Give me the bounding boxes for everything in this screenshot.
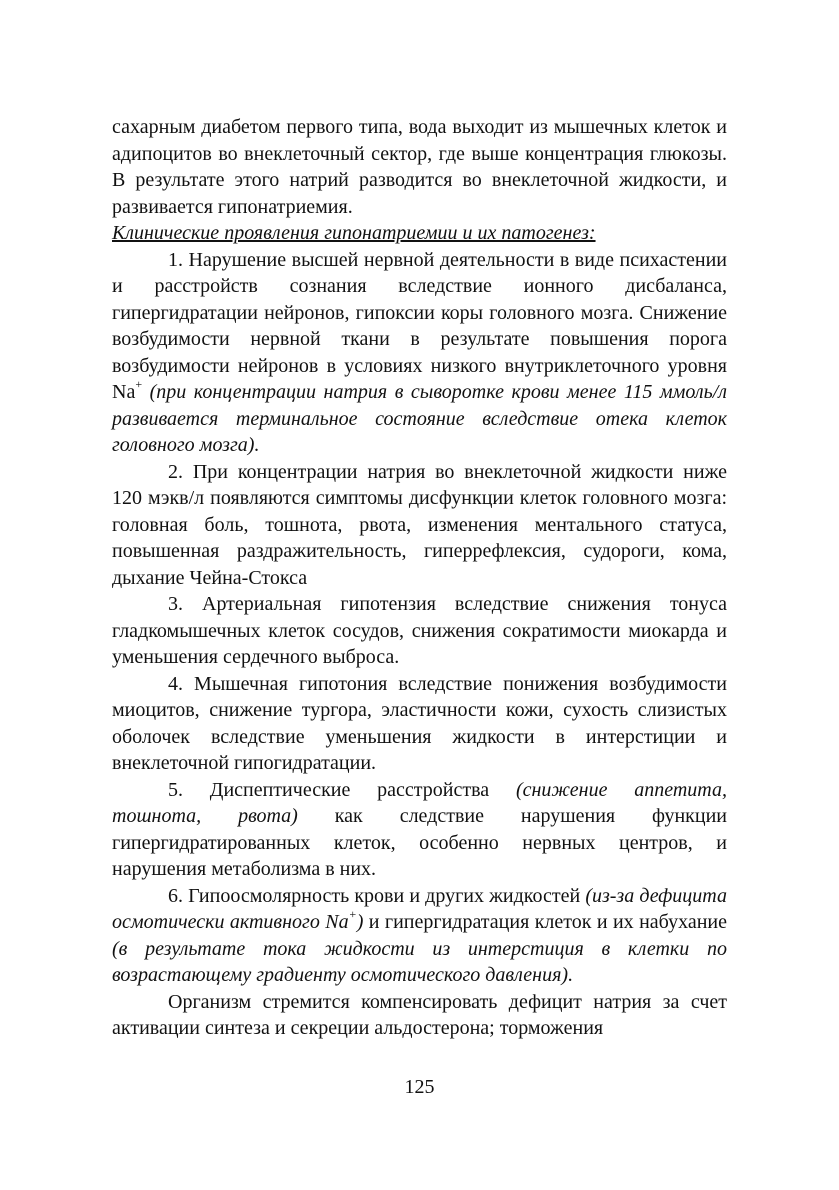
page-number: 125 <box>404 1076 435 1098</box>
list-item-1 <box>112 247 727 459</box>
list-item-6-italic-1: (из-за дефицита осмотически активного Na <box>112 884 727 933</box>
list-item-6-italic-1b: ) <box>356 911 364 933</box>
superscript-plus: + <box>348 907 357 922</box>
list-item-4: 4. Мышечная гипотония вследствие понижения возбудимости миоцитов, снижение тургора, эластичности кожи, сухость слизистых оболочек вследствие уменьшения жидкости в интерстиции и внеклеточной гипогидратации. <box>112 672 727 774</box>
list-item-6 <box>112 883 727 989</box>
list-item-6-text: 6. Гипоосмолярность крови и других жидкостей <box>168 884 586 907</box>
section-heading: Клинические проявления гипонатриемии и их патогенез: <box>112 222 596 244</box>
list-item-3: 3. Артериальная гипотензия вследствие снижения тонуса гладкомышечных клеток сосудов, снижения сократимости миокарда и уменьшения сердечного выброса. <box>112 593 727 668</box>
page-body <box>112 114 727 1042</box>
superscript-plus: + <box>135 377 143 392</box>
list-item-5-italic: (снижение аппетита, тошнота, рвота) <box>112 778 727 827</box>
list-item-6-text-b: и гипергидратация клеток и их набухание <box>363 911 727 933</box>
closing-paragraph: Организм стремится компенсировать дефицит натрия за счет активации синтеза и секреции альдостерона; торможения <box>112 990 727 1039</box>
list-item-1-italic: (при концентрации натрия в сыворотке крови менее 115 ммоль/л развивается терминальное состояние вследствие отека клеток головного мозга). <box>112 381 727 456</box>
list-item-1-text: 1. Нарушение высшей нервной деятельности в виде психастении и расстройств сознания вследствие ионного дисбаланса, гипергидратации нейронов, гипоксии коры головного мозга. Снижение возбудимости нервной ткани в результате повышения порога возбудимости нейронов в условиях низкого внутриклеточного уровня Na <box>112 248 727 403</box>
list-item-5 <box>112 777 727 883</box>
list-item-5-text-b: как следствие нарушения функции гипергидратированных клеток, особенно нервных центров, и нарушения метаболизма в них. <box>112 805 728 880</box>
list-item-5-text: 5. Диспептические расстройства <box>168 778 516 801</box>
list-item-6-italic-2: (в результате тока жидкости из интерстиция в клетки по возрастающему градиенту осмотического давления). <box>112 937 727 986</box>
paragraph-continuation: сахарным диабетом первого типа, вода выходит из мышечных клеток и адипоцитов во внеклеточный сектор, где выше концентрация глюкозы. В результате этого натрий разводится во внеклеточной жидкости, и развивается гипонатриемия. <box>112 116 727 218</box>
list-item-2: 2. При концентрации натрия во внеклеточной жидкости ниже 120 мэкв/л появляются симптомы дисфункции клеток головного мозга: головная боль, тошнота, рвота, изменения ментального статуса, повышенная раздражительность, гиперрефлексия, судороги, кома, дыхание Чейна-Стокса <box>112 460 727 589</box>
